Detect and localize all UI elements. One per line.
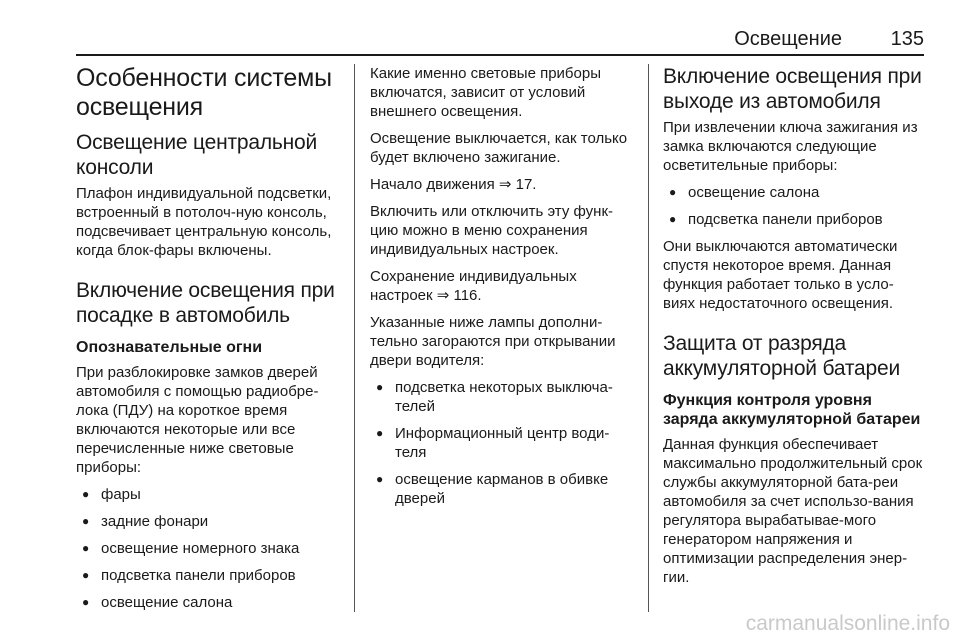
list-item: ● подсветка панели приборов	[663, 210, 925, 229]
column-divider	[354, 64, 355, 612]
welcome-heading: Опознавательные огни	[76, 339, 263, 356]
list-item: ● задние фонари	[76, 512, 338, 531]
list-item: ● Информационный центр води-теля	[370, 424, 632, 462]
section-title: Освещение	[734, 28, 842, 50]
column-middle	[370, 64, 632, 614]
driver-door-list	[370, 378, 632, 508]
exit-text: При извлечении ключа зажигания из замка включаются следующие осветительные приборы:	[663, 119, 918, 174]
paragraph: Сохранение индивидуальных настроек ⇒ 116.	[370, 268, 577, 304]
battery-subheading: Функция контроля уровня заряда аккумуляторной батареи	[663, 392, 921, 428]
header-rule	[76, 54, 924, 56]
exit-text-2: Они выключаются автоматически спустя некоторое время. Данная функция работает только в усло-виях недостаточного освещения.	[663, 238, 898, 312]
list-item: ● фары	[76, 485, 338, 504]
page-number: 135	[890, 28, 924, 50]
watermark: carmanualsonline.info	[745, 612, 950, 635]
welcome-list	[76, 485, 338, 612]
list-item: ● освещение номерного знака	[76, 539, 338, 558]
list-item: ● освещение салона	[76, 593, 338, 612]
paragraph: Освещение выключается, как только будет включено зажигание.	[370, 130, 628, 166]
paragraph: Включить или отключить эту функ-цию можно в меню сохранения индивидуальных настроек.	[370, 203, 614, 258]
console-heading: Освещение центральной консоли	[76, 131, 318, 179]
battery-text: Данная функция обеспечивает максимально продолжительный срок службы аккумуляторной бата-реи автомобиля за счет использо-вания регулятора вырабатывае-мого генератором напряжения и оптимизации распределения энер-гии.	[663, 436, 923, 586]
paragraph: Указанные ниже лампы дополни-тельно загораются при открывании двери водителя:	[370, 314, 616, 369]
paragraph: Какие именно световые приборы включатся, зависит от условий внешнего освещения.	[370, 65, 601, 120]
exit-heading: Включение освещения при выходе из автомобиля	[663, 65, 922, 113]
console-text: Плафон индивидуальной подсветки, встроенный в потолоч-ную консоль, подсвечивает центральную консоль, когда блок-фары включены.	[76, 185, 332, 259]
exit-list	[663, 183, 925, 229]
battery-heading: Защита от разряда аккумуляторной батареи	[663, 332, 900, 380]
paragraph: Начало движения ⇒ 17.	[370, 176, 537, 193]
main-heading: Особенности системы освещения	[76, 64, 332, 121]
column-divider	[648, 64, 649, 612]
list-item: ● освещение карманов в обивке дверей	[370, 470, 632, 508]
entry-heading: Включение освещения при посадке в автомобиль	[76, 279, 335, 327]
column-left	[76, 64, 338, 614]
list-item: ● подсветка некоторых выключа-телей	[370, 378, 632, 416]
list-item: ● подсветка панели приборов	[76, 566, 338, 585]
page-header	[76, 26, 924, 56]
welcome-text: При разблокировке замков дверей автомобиля с помощью радиобре-лока (ПДУ) на короткое время включаются некоторые или все перечисленные ниже световые приборы:	[76, 364, 319, 476]
column-right	[663, 64, 925, 614]
list-item: ● освещение салона	[663, 183, 925, 202]
